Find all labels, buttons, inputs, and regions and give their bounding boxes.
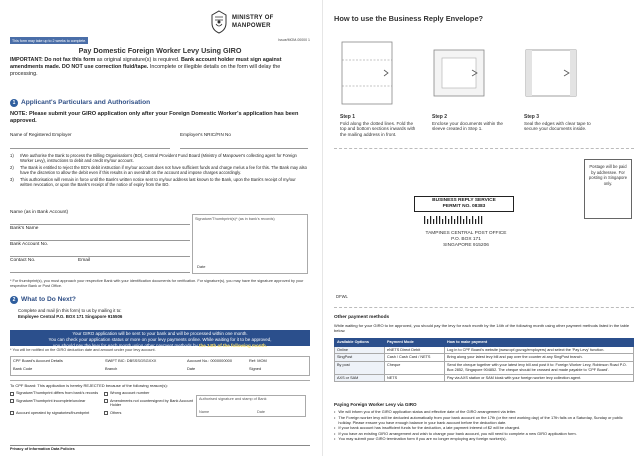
bank-name-field[interactable] [10, 225, 190, 241]
crest-icon [210, 10, 228, 34]
step-3-title: Step 3 [524, 114, 540, 120]
checkbox[interactable] [10, 399, 14, 403]
reply-envelope [334, 148, 634, 308]
banner-line-2: You can check your application status or more on your levy payments online. While waiting for it to be approved, [48, 336, 272, 342]
checkbox[interactable] [10, 411, 14, 415]
employer-name-label: Name of Registered Employer [10, 132, 72, 137]
step-3-desc: Seal the edges with clear tape to secure your documents inside. [524, 120, 591, 132]
office-use-box [10, 356, 310, 376]
step-1-title: Step 1 [340, 114, 356, 120]
important-notice [10, 57, 308, 78]
privacy-footer: Privacy of Information Data Policies [10, 445, 310, 453]
addressee-line: SINGAPORE 915206 [443, 243, 489, 249]
office-cell: Branch [105, 365, 118, 371]
step-2-enclose-icon [432, 40, 486, 106]
office-cell: Ref: MOM [249, 358, 267, 363]
list-item: • If you have an existing GIRO arrangement and wish to change your bank account, you will need to complete a new GIRO application form. [334, 431, 634, 436]
reject-option[interactable]: Signature/Thumbprint incomplete/unclear [10, 399, 102, 408]
list-item: • We will inform you of the GIRO application status and effective date of the GIRO arrangement via letter. [334, 409, 634, 414]
table-cell: Cheque [385, 362, 445, 374]
table-row [335, 374, 634, 382]
brs-permit: PERMIT NO. 08383 [442, 203, 486, 209]
rejection-section [10, 380, 310, 426]
checkbox[interactable] [104, 399, 108, 403]
list-item: • If your bank account has insufficient funds for the deduction, a late payment interest of $2 will be charged. [334, 425, 634, 430]
clause-item: 1) I/We authorise the Bank to process the Billing Organisation's (BO), Central Provident Fund Board (Ministry of Manpower's collecting agent for Foreign Worker Levy), instructions to debit and credit my/our account. [10, 153, 297, 164]
bank-stamp-box[interactable] [196, 395, 306, 417]
section-1-note: NOTE: Please submit your GIRO application only after your Foreign Domestic Worker's application has been approved. [10, 111, 299, 125]
bank-details-fields [10, 209, 190, 273]
office-cell: SWIFT BIC: DBSSSGSGXXX [105, 358, 157, 363]
checkbox[interactable] [10, 392, 14, 396]
page-divider [322, 0, 323, 456]
payment-methods-table [334, 338, 634, 382]
account-holder-label: Name (as in Bank Account) [10, 210, 69, 215]
table-cell: Send the cheque together with your latest levy bill and post it to: Foreign Worker Levy, Robinson Road P.O. Box 2852, Singapore 904852. The cheque should be crossed and made payable to 'CPF Board'. [445, 362, 634, 374]
step-1-desc: Fold along the dotted lines. Fold the top and bottom sections inwards with the mailing address in front. [340, 120, 416, 138]
signature-date-label: Date [197, 264, 206, 269]
addressee-block [416, 231, 516, 250]
employer-nric-label: Employer's NRIC/FIN No [180, 132, 231, 137]
other-methods-title: Other payment methods [334, 315, 390, 320]
step-2-text [432, 114, 508, 132]
table-cell: eNETS Direct Debit [385, 346, 445, 354]
section-1-number: 1 [10, 99, 18, 107]
dfwl-code: DFWL [336, 294, 348, 299]
office-cell: Date [187, 365, 196, 371]
step-1-text [340, 114, 416, 138]
clause-item: 3) This authorisation will remain in force until the Bank's written notice sent to my/our address last known to the Bank, upon the Bank's receipt of my/our written revocation, or upon the Bank's receipt of the notice of expiry from the BO. [10, 176, 296, 188]
addressee-line: P.O. BOX 171 [451, 237, 481, 243]
mailing-line: Complete and mail (in this form) to us by mailing it to: [18, 308, 122, 313]
important-bold: Bank account holder must sign against amendments made. DO NOT use correction fluid/tape. [10, 57, 282, 71]
reject-option[interactable]: Others [104, 411, 196, 416]
section-2-title: What to Do Next? [21, 296, 76, 303]
step-2-title: Step 2 [432, 114, 448, 120]
section-1-title: Applicant's Particulars and Authorisation [21, 99, 151, 106]
table-row [335, 362, 634, 374]
checkbox[interactable] [104, 392, 108, 396]
ministry-line1: MINISTRY OF [232, 15, 274, 21]
step-1-fold-icon [340, 40, 394, 106]
list-item: • You may submit your GIRO termination form if you are no longer employing any foreign worker(s). [334, 436, 634, 441]
other-methods-desc: While waiting for your GIRO to be approved, you should pay the levy for each month by the 14th of the following month using other payment methods listed in the table below. [334, 323, 630, 334]
employer-name-field[interactable] [10, 148, 170, 149]
reject-option[interactable]: Signature/Thumbprint differs from bank's records [10, 391, 102, 396]
ministry-line2: MANPOWER [232, 22, 271, 29]
section-1-heading [10, 99, 310, 108]
rejection-title: To CPF Board: This application is hereby REJECTED because of the following reason(s): [10, 383, 168, 388]
office-cell: CPF Board's Account Details [13, 358, 63, 363]
table-row [335, 346, 634, 354]
deduction-notice: * You will be notified on the GIRO deduction date and amount under your levy account. [10, 348, 156, 352]
bank-stamp-label: Authorised signature and stamp of Bank [199, 397, 267, 401]
section-2-number: 2 [10, 296, 18, 304]
bank-name-sign-label: Name [199, 410, 210, 415]
form-code: Issue/MOM-00000 1 [278, 38, 310, 42]
paying-via-giro-list [334, 409, 634, 442]
table-header: Payment Mode [385, 339, 445, 347]
mailing-address: Employee Central P.O. BOX 171 Singapore 915506 [18, 313, 123, 319]
signature-label: Signature/Thumbprint(s)* (as in bank's records) [195, 217, 275, 221]
reject-option[interactable]: Amendments not countersigned by Bank Account Holder [104, 399, 196, 408]
signature-box[interactable] [192, 214, 308, 274]
table-cell: NETS [385, 374, 445, 382]
contact-label: Contact No. [10, 258, 36, 263]
reply-envelope-page [334, 10, 634, 450]
bank-account-label: Bank Account No. [10, 242, 49, 247]
reject-option[interactable]: Wrong account number [104, 391, 196, 396]
form-title: Pay Domestic Foreign Worker Levy Using GIRO [78, 46, 242, 55]
bank-name-label: Bank's Name [10, 226, 39, 231]
giro-form-page [10, 8, 310, 453]
authorisation-clauses [10, 153, 308, 189]
step-2-desc: Enclose your documents within the sleeve created in Step 1. [432, 120, 503, 132]
table-cell: Bring along your latest levy bill and pay over the counter at any SingPost branch. [445, 354, 634, 362]
checkbox[interactable] [104, 411, 108, 415]
table-cell: SingPost [335, 354, 385, 362]
business-reply-label [414, 196, 514, 212]
table-header: Available Options [335, 339, 385, 347]
table-cell: Online [335, 346, 385, 354]
form-timing-bar: This form may take up to 2 weeks to complete. [12, 38, 87, 43]
table-header: How to make payment [445, 339, 634, 347]
office-cell: Signed [249, 365, 262, 371]
table-cell: Cash / Cash Card / NETS [385, 354, 445, 362]
contact-field[interactable] [10, 257, 190, 273]
table-cell: Pay via AXS station or SAM kiosk with your foreign worker levy collection agent. [445, 374, 634, 382]
addressee-line: TAMPINES CENTRAL POST OFFICE [425, 231, 507, 236]
paying-via-giro-title: Paying Foreign Worker Levy via GIRO [334, 402, 417, 407]
banner-deadline: the 14th of the following month. [199, 342, 268, 348]
table-cell: Log in to CPF Board's website (www.cpf.gov.sg/employers) and select the 'Pay Levy' function. [445, 346, 634, 354]
postage-paid-box: Postage will be paid by addressee. For posting in Singapore only. [584, 159, 632, 219]
reject-option[interactable]: Account operated by signatories/thumbprint [10, 411, 102, 416]
important-mid: as original signature(s) is required. [95, 57, 181, 63]
how-to-title: How to use the Business Reply Envelope? [334, 14, 484, 23]
giro-processing-banner [10, 330, 310, 346]
bank-account-field[interactable] [10, 241, 190, 257]
table-cell: AXS or SAM [335, 374, 385, 382]
office-cell: Bank Code [13, 365, 33, 371]
email-label: Email [78, 258, 90, 263]
list-item: • The Foreign worker levy will be deducted automatically from your bank account on the 17th (or the next working day) of the 17th falls on a Saturday, Sunday or public holiday. Please ensure you have enough balance in your bank account before the deduction date. [334, 415, 634, 425]
section-2-heading [10, 296, 310, 305]
employer-nric-field[interactable] [180, 148, 308, 149]
step-3-seal-icon [524, 40, 578, 106]
table-header-row [335, 339, 634, 347]
ministry-logo [210, 10, 300, 36]
table-row [335, 354, 634, 362]
clause-item: 2) The Bank is entitled to reject the BO's debit instruction if my/our account does not have sufficient funds and charge me/us a fee for this. The Bank may also have the discretion to allow the debit even if this results in an overdraft on the account and impose charges accordingly. [10, 164, 307, 176]
important-lead: IMPORTANT: Do not fax this form [10, 57, 96, 63]
step-3-text [524, 114, 600, 132]
banner-line-3: you should pay the levy for each month using other payment methods by [52, 342, 198, 348]
bank-date-sign-label: Date [257, 410, 266, 415]
important-tail: Incomplete or illegible details on the form will delay the processing. [10, 64, 281, 78]
brs-line-1: BUSINESS REPLY SERVICE [432, 198, 496, 203]
office-cell: Account No.: 0000000000 [187, 358, 232, 363]
thumbprint-footnote: * For thumbprint(s), you must approach your respective Bank with your identification documents for verification. For signature(s), you may have the signature approved by your respective Bank or Post Office. [10, 279, 304, 288]
barcode-icon [424, 216, 524, 224]
mailing-instructions [18, 308, 300, 319]
account-holder-field[interactable] [10, 209, 190, 225]
table-cell: By post [335, 362, 385, 374]
banner-line-1: Your GIRO application will be sent to your bank and will be processed within one month. [72, 331, 248, 336]
